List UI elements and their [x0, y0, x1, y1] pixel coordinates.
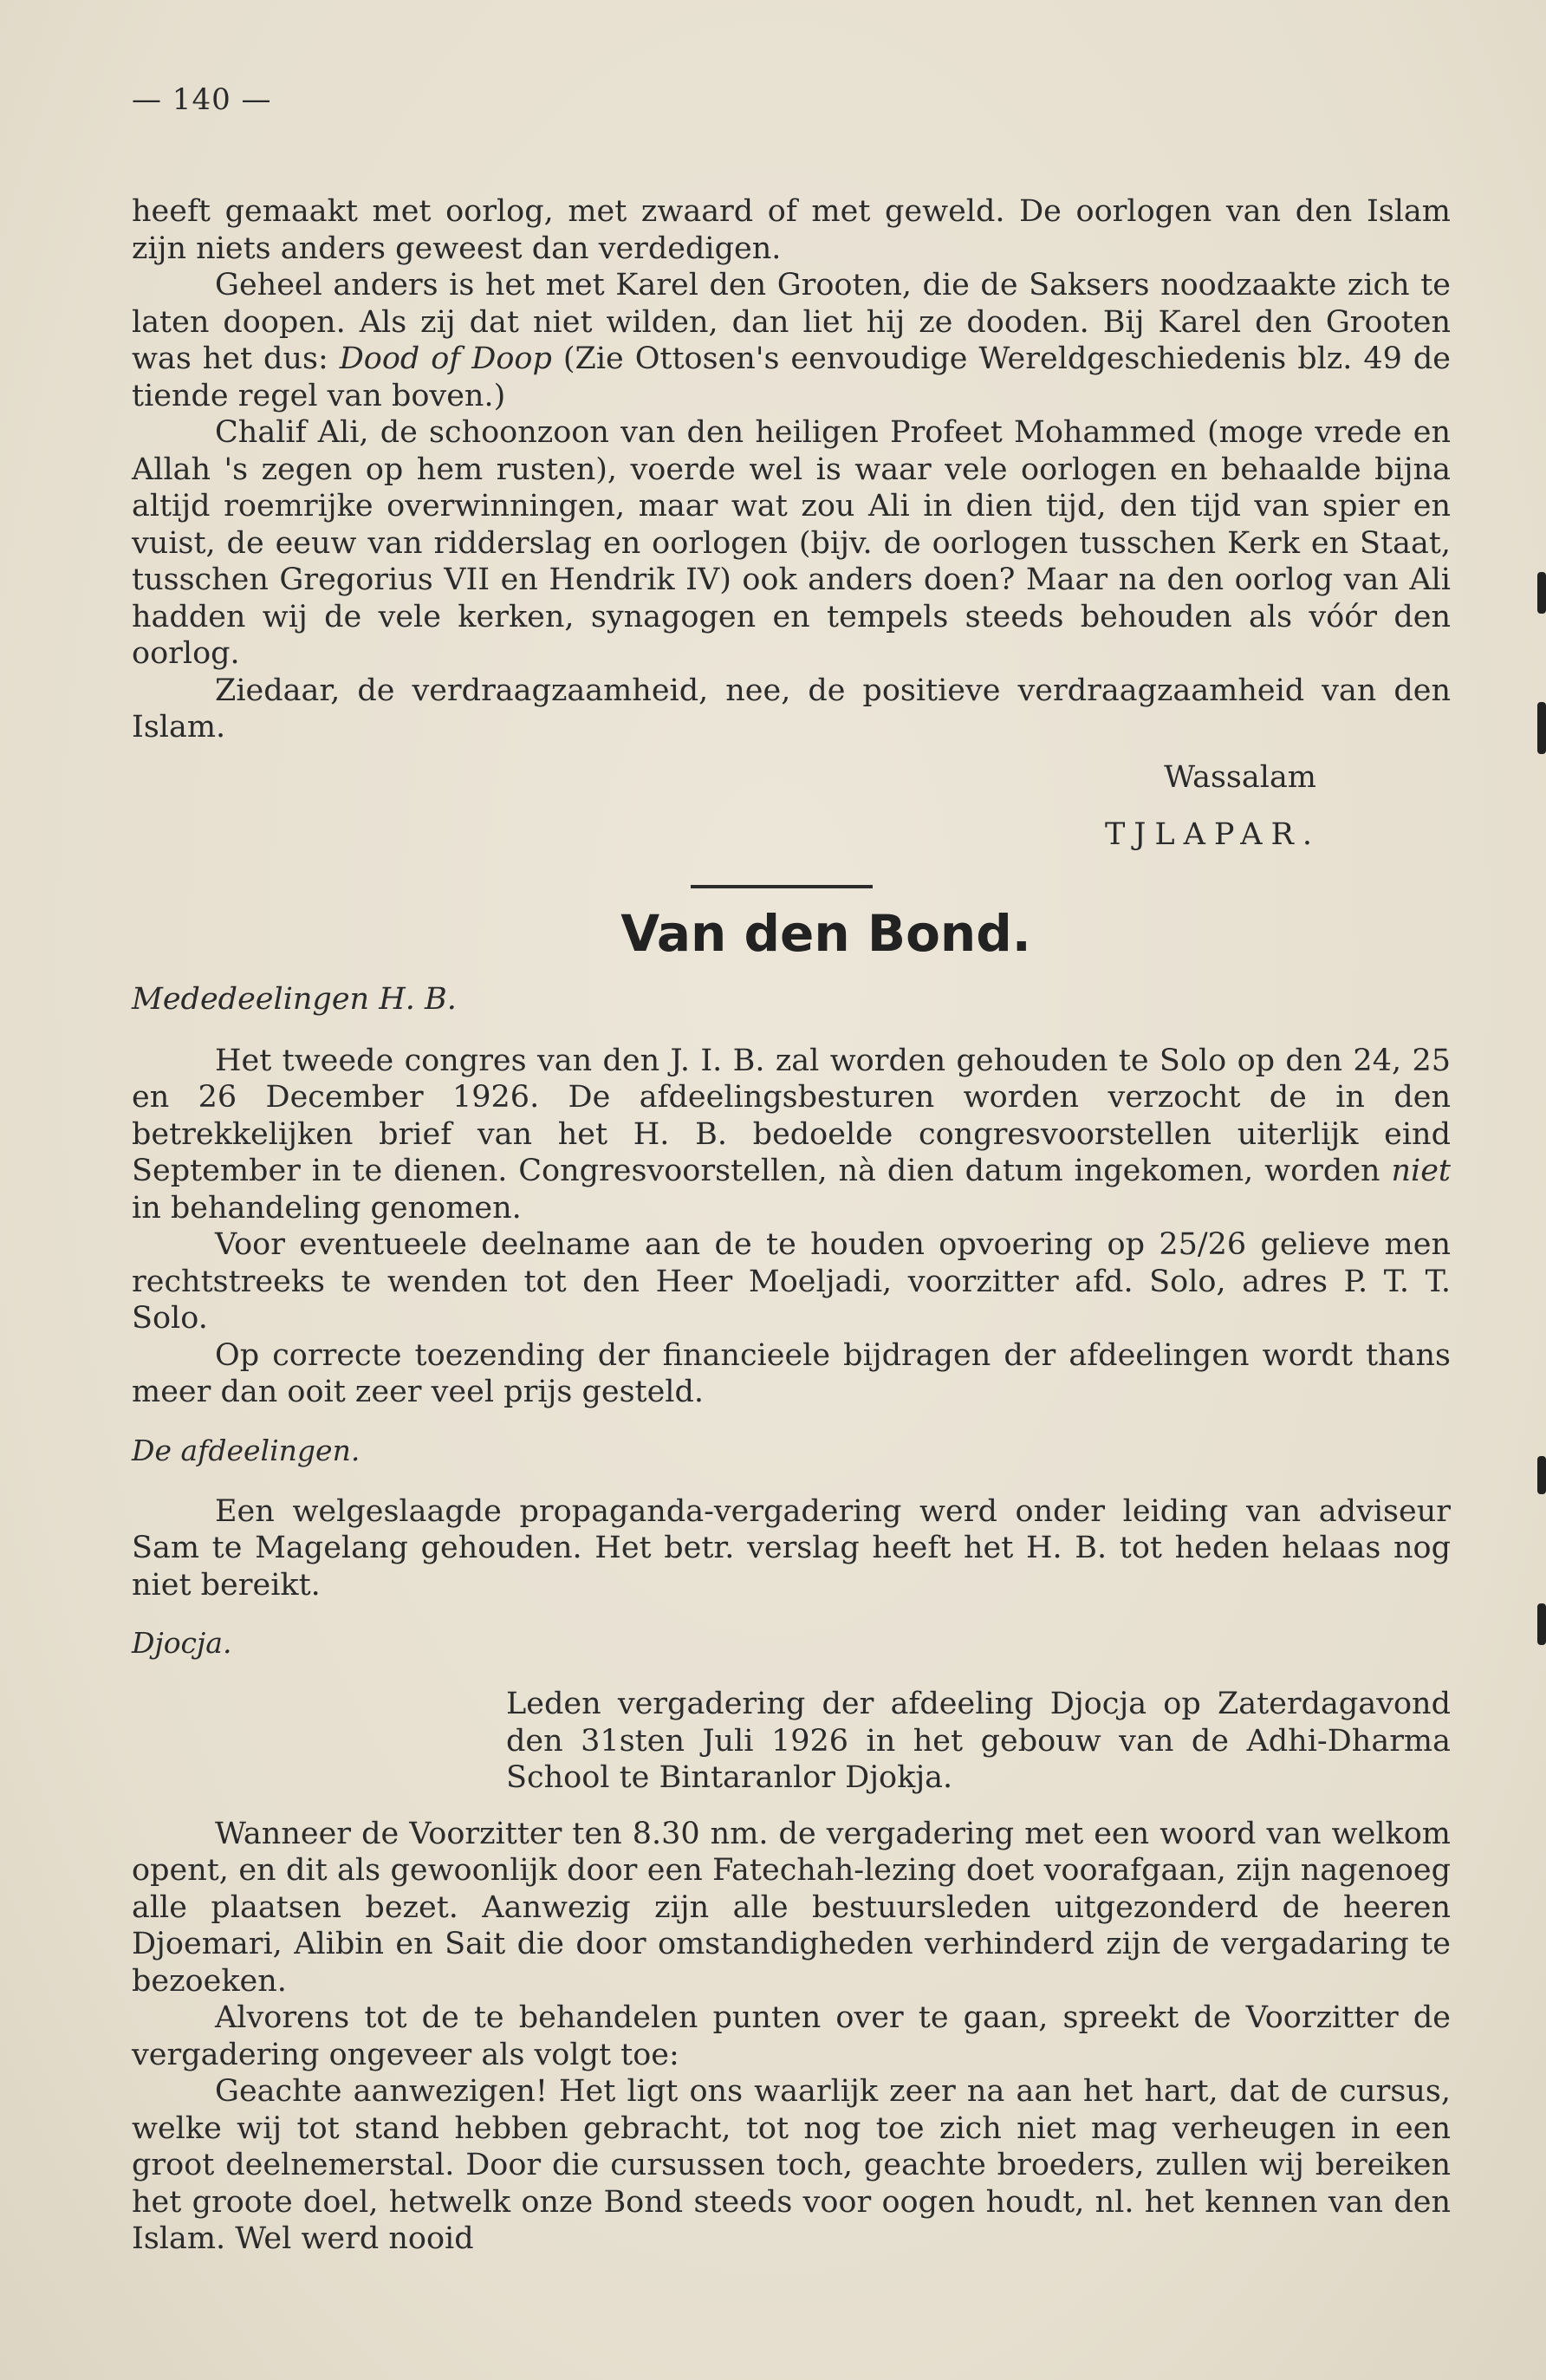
signature: TJLAPAR. [1105, 816, 1321, 852]
djocja-paragraph-3: Geachte aanwezigen! Het ligt ons waarlijk zeer na aan het hart, dat de cursus, welke wij tot stand hebben gebracht, tot nog toe zich niet mag verheugen in een groot deelnemerstal. Door die cursussen toch, geachte broeders, zullen wij bereiken het groote doel, hetwelk onze Bond steeds voor oogen houdt, nl. het kennen van den Islam. Wel werd nooid [132, 2074, 1451, 2256]
paragraph-intro-2-text: Geheel anders is het met Karel den Grooten, die de Saksers noodzaakte zich te laten doopen. Als zij dat niet wilden, dan liet hij ze dooden. Bij Karel den Grooten was het dus: [132, 268, 1451, 376]
niet-emphasis: niet [1391, 1154, 1451, 1188]
afdeelingen-paragraph-1: Een welgeslaagde propaganda-vergadering werd onder leiding van adviseur Sam te Magelang gehouden. Het betr. verslag heeft het H. B. tot heden helaas nog niet bereikt. [132, 1493, 1451, 1603]
afdeelingen-heading: De afdeelingen. [132, 1433, 361, 1467]
page-number: — 140 — [132, 82, 272, 117]
mededeelingen-paragraph-3: Op correcte toezending der financieele bijdragen der afdeelingen wordt thans meer dan ooit zeer veel prijs gesteld. [132, 1337, 1451, 1409]
dood-of-doop-emphasis: Dood of Doop [339, 341, 552, 376]
mededeelingen-p1-end: in behandeling genomen. [132, 1190, 522, 1226]
djocja-paragraph-2: Alvorens tot de te behandelen punten over te gaan, spreekt de Voorzitter de vergadering ongeveer als volgt toe: [132, 2000, 1451, 2072]
paragraph-intro-2 [132, 267, 1451, 414]
scan-edge-mark [1537, 572, 1546, 614]
section-divider [691, 885, 873, 888]
section-title: Van den Bond. [620, 903, 1031, 963]
paragraph-intro-4: Ziedaar, de verdraagzaamheid, nee, de positieve verdraagzaamheid van den Islam. [132, 673, 1451, 745]
djocja-meeting-block: Leden vergadering der afdeeling Djocja op Zaterdagavond den 31sten Juli 1926 in het gebouw van de Adhi-Dharma School te Bintaranlor Djokja. [506, 1687, 1451, 1795]
scan-edge-mark [1537, 1603, 1546, 1645]
scan-edge-mark [1537, 702, 1546, 754]
mededeelingen-paragraph-1 [132, 1043, 1451, 1227]
djocja-paragraph-1: Wanneer de Voorzitter ten 8.30 nm. de vergadering met een woord van welkom opent, en dit als gewoonlijk door een Fatechah-lezing doet voorafgaan, zijn nagenoeg alle plaatsen bezet. Aanwezig zijn alle bestuursleden uitgezonderd de heeren Djoemari, Alibin en Sait die door omstandigheden verhinderd zijn de vergadaring te bezoeken. [132, 1816, 1451, 1999]
paragraph-intro-1: heeft gemaakt met oorlog, met zwaard of met geweld. De oorlogen van den Islam zijn niets anders geweest dan verdedigen. [132, 194, 1451, 266]
paragraph-intro-2-ref: (Zie Ottosen's eenvoudige Wereldgeschiedenis blz. 49 de tiende regel van boven.) [132, 341, 1451, 413]
scan-edge-mark [1537, 1456, 1546, 1494]
djocja-heading: Djocja. [132, 1626, 232, 1660]
mededeelingen-p1-text: Het tweede congres van den J. I. B. zal worden gehouden te Solo op den 24, 25 en 26 December 1926. De afdeelingsbesturen worden verzocht de in den betrekkelijken brief van het H. B. bedoelde congresvoorstellen uiterlijk eind September in te dienen. Congresvoorstellen, nà dien datum ingekomen, worden [132, 1043, 1451, 1188]
mededeelingen-heading: Mededeelingen H. B. [132, 981, 457, 1017]
paragraph-intro-3: Chalif Ali, de schoonzoon van den heiligen Profeet Mohammed (moge vrede en Allah 's zegen op hem rusten), voerde wel is waar vele oorlogen en behaalde bijna altijd roemrijke overwinningen, maar wat zou Ali in dien tijd, den tijd van spier en vuist, de eeuw van ridderslag en oorlogen (bijv. de oorlogen tusschen Kerk en Staat, tusschen Gregorius VII en Hendrik IV) ook anders doen? Maar na den oorlog van Ali hadden wij de vele kerken, synagogen en tempels steeds behouden als vóór den oorlog. [132, 415, 1451, 671]
closing-wassalam: Wassalam [1164, 759, 1316, 795]
mededeelingen-paragraph-2: Voor eventueele deelname aan de te houden opvoering op 25/26 gelieve men rechtstreeks te wenden tot den Heer Moeljadi, voorzitter afd. Solo, adres P. T. T. Solo. [132, 1227, 1451, 1336]
